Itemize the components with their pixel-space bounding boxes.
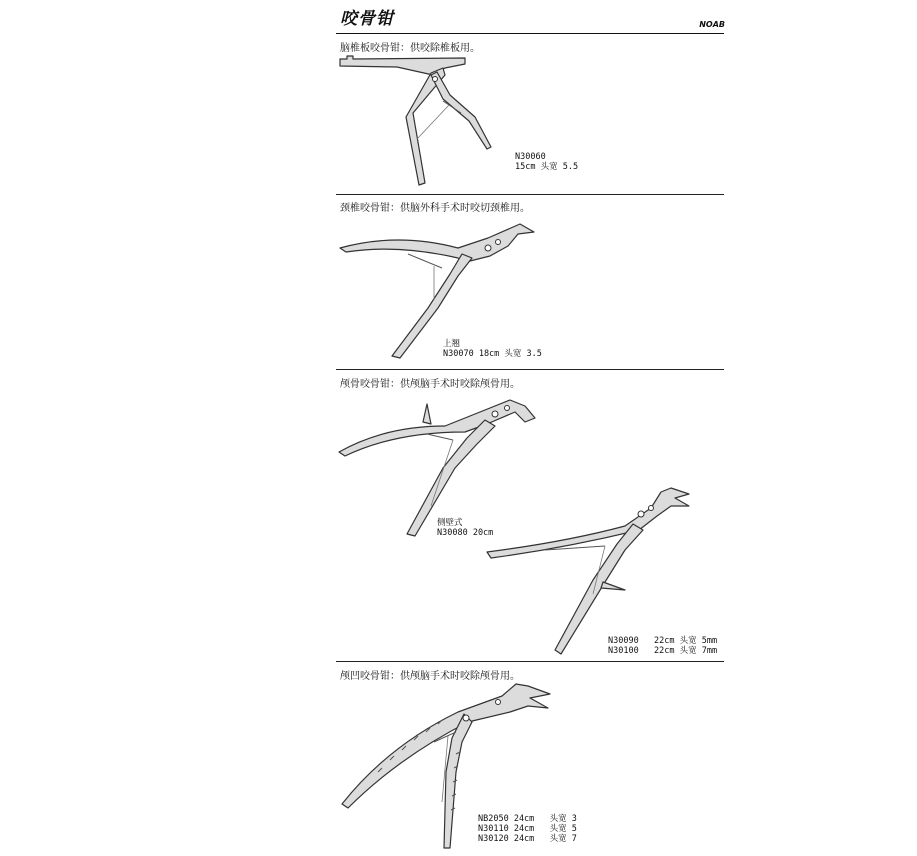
cranial-rongeur-straight-image — [485, 484, 695, 656]
spec-N30090-N30100: N30090 22cm 头宽 5mm N30100 22cm 头宽 7mm — [608, 636, 718, 656]
page-title: 咬骨钳 — [340, 9, 394, 29]
spec-NB2050-N30120: NB2050 24cm 头宽 3 N30110 24cm 头宽 5 N30120 24cm 头宽 7 — [478, 814, 577, 844]
spec-N30080: 侧壁式 N30080 20cm — [437, 518, 494, 538]
section-divider — [336, 661, 724, 662]
spec-N30070: 上翘 N30070 18cm 头宽 3.5 — [443, 339, 542, 359]
section-title-fossa-rongeur: 颅凹咬骨钳：供颅脑手术时咬除颅骨用。 — [340, 671, 520, 682]
section-divider — [336, 194, 724, 195]
section-title-laminar-rongeur: 脑椎板咬骨钳：供咬除椎板用。 — [340, 43, 480, 54]
section-title-cranial-rongeur: 颅骨咬骨钳：供颅脑手术时咬除颅骨用。 — [340, 379, 520, 390]
header-rule — [336, 33, 724, 34]
laminar-rongeur-image — [335, 55, 525, 190]
catalog-code: NOAB — [699, 20, 725, 29]
spec-N30060: N30060 15cm 头宽 5.5 — [515, 152, 579, 172]
section-title-cervical-rongeur: 颈椎咬骨钳：供脑外科手术时咬切颈椎用。 — [340, 203, 530, 214]
section-divider — [336, 369, 724, 370]
